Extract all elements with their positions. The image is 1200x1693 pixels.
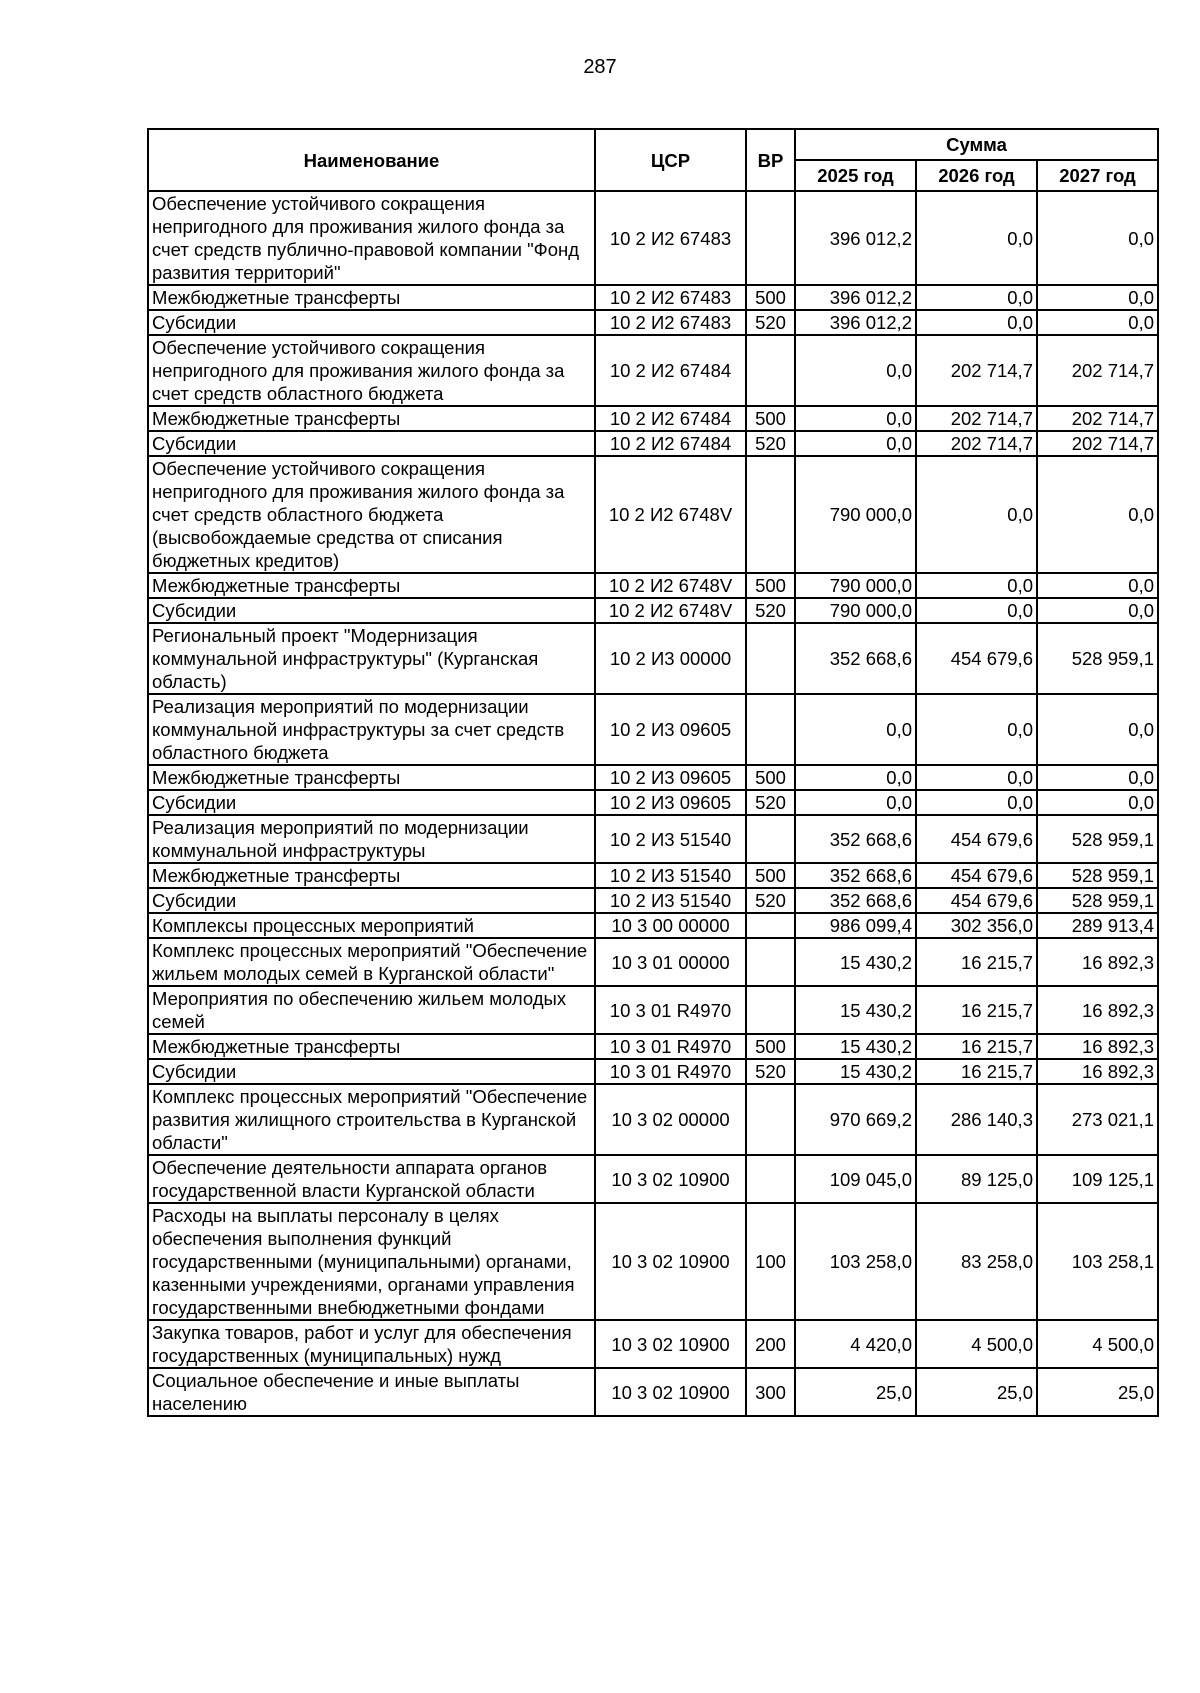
row-vr: 300 [746,1368,795,1416]
row-sum-2025: 970 669,2 [795,1084,916,1155]
row-csr: 10 2 И3 51540 [595,863,746,888]
row-sum-2025: 396 012,2 [795,285,916,310]
row-sum-2027: 0,0 [1037,456,1158,573]
row-sum-2025: 396 012,2 [795,191,916,285]
row-name: Комплексы процессных мероприятий [148,913,595,938]
row-vr: 520 [746,888,795,913]
row-vr: 500 [746,573,795,598]
row-csr: 10 2 И2 67484 [595,406,746,431]
row-sum-2025: 352 668,6 [795,863,916,888]
row-sum-2027: 109 125,1 [1037,1155,1158,1203]
row-sum-2027: 16 892,3 [1037,1034,1158,1059]
row-vr: 500 [746,863,795,888]
row-sum-2026: 454 679,6 [916,863,1037,888]
row-sum-2026: 202 714,7 [916,406,1037,431]
row-vr [746,456,795,573]
row-vr [746,694,795,765]
row-sum-2026: 202 714,7 [916,335,1037,406]
row-sum-2027: 528 959,1 [1037,623,1158,694]
row-vr [746,623,795,694]
row-vr: 520 [746,1059,795,1084]
row-sum-2026: 454 679,6 [916,888,1037,913]
row-csr: 10 3 01 00000 [595,938,746,986]
table-row [148,1203,1158,1320]
table-row [148,1059,1158,1084]
table-row [148,1155,1158,1203]
row-sum-2027: 202 714,7 [1037,406,1158,431]
row-sum-2025: 790 000,0 [795,456,916,573]
row-vr: 100 [746,1203,795,1320]
row-csr: 10 2 И3 51540 [595,815,746,863]
row-csr: 10 3 02 10900 [595,1368,746,1416]
row-sum-2027: 16 892,3 [1037,986,1158,1034]
row-sum-2025: 15 430,2 [795,1059,916,1084]
row-sum-2027: 0,0 [1037,573,1158,598]
row-name: Обеспечение деятельности аппарата органов государственной власти Курганской области [148,1155,595,1203]
row-name: Межбюджетные трансферты [148,285,595,310]
table-row [148,598,1158,623]
row-name: Межбюджетные трансферты [148,765,595,790]
header-year-2027: 2027 год [1037,160,1158,191]
row-csr: 10 2 И2 6748V [595,598,746,623]
row-sum-2025: 0,0 [795,431,916,456]
row-csr: 10 3 02 10900 [595,1155,746,1203]
table-row [148,913,1158,938]
row-sum-2026: 16 215,7 [916,938,1037,986]
row-name: Субсидии [148,310,595,335]
row-csr: 10 2 И2 67484 [595,431,746,456]
row-sum-2026: 0,0 [916,456,1037,573]
row-sum-2027: 273 021,1 [1037,1084,1158,1155]
row-vr: 500 [746,1034,795,1059]
row-vr [746,1084,795,1155]
row-name: Комплекс процессных мероприятий "Обеспечение жильем молодых семей в Курганской области" [148,938,595,986]
table-row [148,406,1158,431]
row-vr [746,815,795,863]
row-sum-2027: 202 714,7 [1037,335,1158,406]
header-sum: Сумма [795,129,1158,160]
row-sum-2027: 0,0 [1037,598,1158,623]
row-sum-2026: 302 356,0 [916,913,1037,938]
row-sum-2025: 790 000,0 [795,573,916,598]
table-row [148,888,1158,913]
row-csr: 10 2 И3 09605 [595,790,746,815]
table-row [148,191,1158,285]
row-vr [746,335,795,406]
row-name: Социальное обеспечение и иные выплаты населению [148,1368,595,1416]
row-sum-2026: 0,0 [916,191,1037,285]
header-csr: ЦСР [595,129,746,191]
table-row [148,938,1158,986]
row-sum-2027: 25,0 [1037,1368,1158,1416]
row-name: Реализация мероприятий по модернизации коммунальной инфраструктуры за счет средств областного бюджета [148,694,595,765]
table-row [148,694,1158,765]
row-name: Обеспечение устойчивого сокращения непригодного для проживания жилого фонда за счет средств публично-правовой компании "Фонд развития территорий" [148,191,595,285]
row-sum-2027: 528 959,1 [1037,888,1158,913]
row-sum-2025: 103 258,0 [795,1203,916,1320]
row-sum-2027: 4 500,0 [1037,1320,1158,1368]
row-sum-2026: 0,0 [916,310,1037,335]
row-sum-2026: 25,0 [916,1368,1037,1416]
row-csr: 10 2 И2 6748V [595,573,746,598]
row-name: Субсидии [148,888,595,913]
row-vr [746,986,795,1034]
table-row [148,765,1158,790]
row-sum-2026: 83 258,0 [916,1203,1037,1320]
row-name: Межбюджетные трансферты [148,573,595,598]
table-row [148,1368,1158,1416]
row-csr: 10 2 И2 67483 [595,285,746,310]
row-sum-2026: 16 215,7 [916,986,1037,1034]
row-csr: 10 2 И2 67483 [595,310,746,335]
header-year-2025: 2025 год [795,160,916,191]
row-sum-2025: 0,0 [795,694,916,765]
row-sum-2026: 89 125,0 [916,1155,1037,1203]
table-row [148,431,1158,456]
row-sum-2025: 4 420,0 [795,1320,916,1368]
row-name: Региональный проект "Модернизация коммунальной инфраструктуры" (Курганская область) [148,623,595,694]
row-sum-2027: 0,0 [1037,790,1158,815]
row-name: Комплекс процессных мероприятий "Обеспечение развития жилищного строительства в Курганской области" [148,1084,595,1155]
row-sum-2027: 16 892,3 [1037,938,1158,986]
header-vr: ВР [746,129,795,191]
row-sum-2025: 15 430,2 [795,986,916,1034]
row-sum-2027: 0,0 [1037,285,1158,310]
row-sum-2025: 352 668,6 [795,623,916,694]
row-name: Субсидии [148,1059,595,1084]
table-row [148,456,1158,573]
row-sum-2026: 4 500,0 [916,1320,1037,1368]
table-header [148,129,1158,191]
header-year-2026: 2026 год [916,160,1037,191]
row-sum-2026: 0,0 [916,598,1037,623]
row-sum-2026: 454 679,6 [916,815,1037,863]
row-vr: 500 [746,406,795,431]
row-sum-2027: 528 959,1 [1037,815,1158,863]
row-sum-2025: 352 668,6 [795,888,916,913]
row-csr: 10 3 02 10900 [595,1203,746,1320]
table-row [148,285,1158,310]
row-sum-2025: 0,0 [795,406,916,431]
row-vr: 200 [746,1320,795,1368]
row-name: Обеспечение устойчивого сокращения непригодного для проживания жилого фонда за счет средств областного бюджета (высвобождаемые средства от списания бюджетных кредитов) [148,456,595,573]
row-sum-2027: 0,0 [1037,694,1158,765]
row-sum-2026: 0,0 [916,694,1037,765]
row-csr: 10 3 01 R4970 [595,986,746,1034]
row-sum-2026: 454 679,6 [916,623,1037,694]
table-row [148,986,1158,1034]
row-sum-2025: 25,0 [795,1368,916,1416]
table-row [148,310,1158,335]
row-csr: 10 2 И2 67483 [595,191,746,285]
row-sum-2025: 109 045,0 [795,1155,916,1203]
row-csr: 10 2 И3 09605 [595,694,746,765]
row-sum-2025: 15 430,2 [795,1034,916,1059]
header-name: Наименование [148,129,595,191]
row-name: Субсидии [148,790,595,815]
row-csr: 10 2 И2 67484 [595,335,746,406]
row-sum-2025: 15 430,2 [795,938,916,986]
row-sum-2027: 202 714,7 [1037,431,1158,456]
row-csr: 10 3 00 00000 [595,913,746,938]
row-vr [746,191,795,285]
row-sum-2026: 286 140,3 [916,1084,1037,1155]
row-name: Межбюджетные трансферты [148,406,595,431]
row-name: Межбюджетные трансферты [148,863,595,888]
row-sum-2027: 16 892,3 [1037,1059,1158,1084]
table-row [148,863,1158,888]
row-name: Обеспечение устойчивого сокращения непригодного для проживания жилого фонда за счет средств областного бюджета [148,335,595,406]
table-row [148,573,1158,598]
row-sum-2026: 0,0 [916,765,1037,790]
table-row [148,1320,1158,1368]
row-sum-2025: 352 668,6 [795,815,916,863]
row-sum-2026: 16 215,7 [916,1034,1037,1059]
table-row [148,1084,1158,1155]
row-sum-2026: 0,0 [916,790,1037,815]
row-vr: 500 [746,765,795,790]
row-sum-2025: 790 000,0 [795,598,916,623]
row-vr [746,938,795,986]
row-vr [746,913,795,938]
row-csr: 10 2 И3 51540 [595,888,746,913]
row-sum-2027: 0,0 [1037,765,1158,790]
row-csr: 10 2 И3 00000 [595,623,746,694]
row-vr [746,1155,795,1203]
row-csr: 10 3 02 10900 [595,1320,746,1368]
row-sum-2025: 0,0 [795,765,916,790]
row-sum-2026: 0,0 [916,573,1037,598]
row-name: Расходы на выплаты персоналу в целях обеспечения выполнения функций государственными (муниципальными) органами, казенными учреждениями, органами управления государственными внебюджетными фондами [148,1203,595,1320]
row-csr: 10 3 01 R4970 [595,1059,746,1084]
row-csr: 10 3 01 R4970 [595,1034,746,1059]
row-vr: 500 [746,285,795,310]
table-row [148,1034,1158,1059]
table-body [148,191,1158,1416]
table-row [148,623,1158,694]
table-row [148,815,1158,863]
row-name: Субсидии [148,431,595,456]
row-name: Субсидии [148,598,595,623]
row-name: Мероприятия по обеспечению жильем молодых семей [148,986,595,1034]
row-vr: 520 [746,310,795,335]
row-vr: 520 [746,598,795,623]
row-sum-2027: 528 959,1 [1037,863,1158,888]
row-csr: 10 3 02 00000 [595,1084,746,1155]
page-number: 287 [583,56,617,78]
row-sum-2027: 289 913,4 [1037,913,1158,938]
row-vr: 520 [746,790,795,815]
row-name: Межбюджетные трансферты [148,1034,595,1059]
budget-table [147,128,1159,1417]
row-csr: 10 2 И2 6748V [595,456,746,573]
row-sum-2027: 0,0 [1037,310,1158,335]
row-sum-2027: 0,0 [1037,191,1158,285]
row-sum-2026: 202 714,7 [916,431,1037,456]
row-sum-2025: 0,0 [795,335,916,406]
row-csr: 10 2 И3 09605 [595,765,746,790]
row-name: Закупка товаров, работ и услуг для обеспечения государственных (муниципальных) нужд [148,1320,595,1368]
row-sum-2025: 986 099,4 [795,913,916,938]
row-name: Реализация мероприятий по модернизации коммунальной инфраструктуры [148,815,595,863]
row-sum-2027: 103 258,1 [1037,1203,1158,1320]
row-sum-2025: 0,0 [795,790,916,815]
row-vr: 520 [746,431,795,456]
row-sum-2026: 0,0 [916,285,1037,310]
table-row [148,790,1158,815]
row-sum-2025: 396 012,2 [795,310,916,335]
table-row [148,335,1158,406]
row-sum-2026: 16 215,7 [916,1059,1037,1084]
